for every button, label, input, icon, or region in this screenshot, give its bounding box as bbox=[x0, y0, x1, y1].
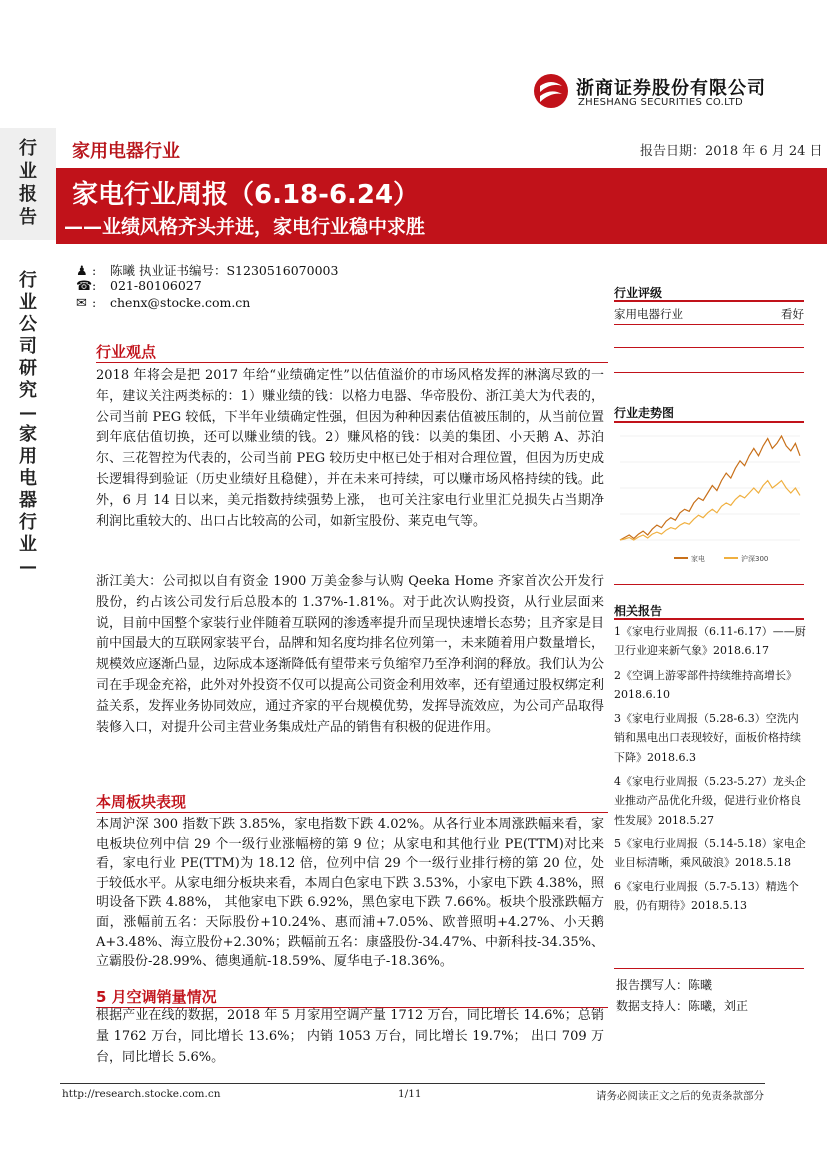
chart-legend bbox=[674, 554, 768, 563]
sidebar-char: 司 bbox=[19, 336, 37, 357]
footer-disclaimer: 请务必阅读正文之后的免责条款部分 bbox=[596, 1090, 764, 1102]
company-logo-icon bbox=[532, 72, 570, 110]
sidebar-char: 行 bbox=[19, 138, 37, 159]
sidebar-char: 家 bbox=[19, 424, 37, 445]
report-writer: 报告撰写人：陈曦 bbox=[616, 978, 713, 992]
category-title: 家用电器行业 bbox=[72, 141, 180, 162]
sidebar-char: — bbox=[19, 402, 37, 423]
sidebar-char: 电 bbox=[19, 468, 37, 489]
rating-line bbox=[614, 372, 804, 373]
sector-paragraph: 本周沪深 300 指数下跌 3.85%，家电指数下跌 4.02%。从各行业本周涨跌幅来看，家电板块位列中信 29 个一级行业涨幅榜的第 9 位；从家电和其他行业 PE(TTM)对比来看，家电行业 PE(TTM)为 18.12 倍，位列中信 29 个一级行业排行榜的第 20 位，处于较低水平。从家电细分板块来看，本周白色家电下跌 3.53%，小家电下跌 4.38%，照明设备下跌 4.88%， 其他家电下跌 6.92%，黑色家电下跌 7.66%。板块个股涨跌幅方面，涨幅前五名：天际股份+10.24%、惠而浦+7.05%、欧普照明+4.27%、小天鹅 A+3.48%、海立股份+2.30%；跌幅前五名：康盛股份-34.47%、中新科技-34.35%、立霸股份-28.99%、德奥通航-18.59%、厦华电子-18.36%。 bbox=[96, 817, 604, 970]
rating-title: 行业评级 bbox=[614, 286, 663, 300]
rating-top-line bbox=[614, 300, 804, 302]
trend-bottom-line bbox=[614, 584, 804, 585]
sidebar-char: 公 bbox=[19, 314, 37, 335]
data-supporter: 数据支持人：陈曦，刘正 bbox=[616, 999, 749, 1013]
sidebar-char: 报 bbox=[19, 184, 37, 205]
person-icon: ♟ bbox=[76, 264, 88, 279]
analyst-phone-row: ☎: 021-80106027 bbox=[76, 278, 202, 294]
related-report-item[interactable]: 2《空调上游零部件持续维持高增长》2018.6.10 bbox=[614, 669, 797, 702]
mail-icon: ✉ bbox=[76, 296, 87, 311]
section-title-view: 行业观点 bbox=[96, 343, 157, 361]
rating-line bbox=[614, 347, 804, 348]
view-paragraph-1: 2018 年将会是把 2017 年给“业绩确定性”以估值溢价的市场风格发挥的淋漓尽致的一年，建议关注两类标的：1）赚业绩的钱：以格力电器、华帝股份、浙江美大为代表的，公司当前 PEG 较低，下半年业绩确定性强，但因为种种因素估值被压制的，从当前位置到年底估值切换，还可以赚业绩的钱。2）赚风格的钱：以美的集团、小天鹅 A、苏泊尔、三花智控为代表的，公司当前 PEG 较历史中枢已处于相对合理位置，但因为历史成长逻辑得到验证（历史业绩好且稳健），并在未来可持续，可以赚市场风格持续的钱。此外，6 月 14 日以来，美元指数持续强势上涨， 也可关注家电行业里汇兑损失占当期净利润比重较大的、出口占比较高的公司，如新宝股份、莱克电气等。 bbox=[96, 368, 604, 529]
report-title: 家电行业周报（6.18-6.24） bbox=[72, 180, 420, 210]
sidebar-char: 告 bbox=[19, 207, 37, 228]
footer-divider bbox=[60, 1083, 765, 1084]
report-subtitle: ——业绩风格齐头并进，家电行业稳中求胜 bbox=[64, 216, 426, 238]
analyst-name: 陈曦 执业证书编号：S1230516070003 bbox=[110, 263, 339, 278]
sidebar-char: 行 bbox=[19, 512, 37, 533]
rating-row bbox=[614, 306, 804, 322]
rating-value: 看好 bbox=[781, 307, 804, 321]
section-divider bbox=[96, 362, 608, 363]
sidebar-char: 行 bbox=[19, 270, 37, 291]
analyst-name-row: ♟ : 陈曦 执业证书编号：S1230516070003 bbox=[76, 263, 339, 279]
page-number: 1/11 bbox=[398, 1088, 422, 1100]
sidebar-char: 研 bbox=[19, 358, 37, 379]
related-report-item[interactable]: 4《家电行业周报（5.23-5.27）龙头企业推动产品优化升级，促进行业价格良性发展》2018.5.27 bbox=[614, 775, 806, 827]
sidebar-research-type bbox=[0, 246, 56, 577]
related-top-line bbox=[614, 618, 804, 620]
company-name-en: ZHESHANG SECURITIES CO.LTD bbox=[578, 97, 744, 108]
rating-industry: 家用电器行业 bbox=[614, 307, 683, 321]
related-report-item[interactable]: 5《家电行业周报（5.14-5.18）家电企业目标清晰，乘风破浪》2018.5.18 bbox=[614, 837, 806, 870]
company-name-cn: 浙商证券股份有限公司 bbox=[576, 78, 766, 99]
related-report-item[interactable]: 3《家电行业周报（5.28-6.3）空洗内销和黑电出口表现较好，面板价格持续下降》2018.6.3 bbox=[614, 712, 801, 764]
analyst-email[interactable]: chenx@stocke.com.cn bbox=[110, 295, 251, 310]
rating-line bbox=[614, 324, 804, 325]
related-report-item[interactable]: 1《家电行业周报（6.11-6.17）——厨卫行业迎来新气象》2018.6.17 bbox=[614, 625, 806, 658]
footer-url[interactable]: http://research.stocke.com.cn bbox=[62, 1088, 221, 1100]
sidebar-report-type bbox=[0, 128, 56, 240]
sidebar-char: 用 bbox=[19, 446, 37, 467]
phone-icon: ☎ bbox=[76, 279, 93, 294]
sidebar-char: — bbox=[19, 556, 37, 577]
legend-label: 家电 bbox=[691, 555, 705, 563]
sidebar-char: 业 bbox=[19, 534, 37, 555]
related-title: 相关报告 bbox=[614, 604, 663, 618]
sidebar-char: 业 bbox=[19, 161, 37, 182]
trend-top-line bbox=[614, 421, 804, 423]
section-divider bbox=[96, 812, 608, 813]
analyst-email-row: ✉ : chenx@stocke.com.cn bbox=[76, 295, 251, 311]
section-title-ac: 5 月空调销量情况 bbox=[96, 988, 217, 1006]
analyst-phone: 021-80106027 bbox=[110, 278, 202, 293]
report-date: 报告日期：2018 年 6 月 24 日 bbox=[640, 144, 823, 159]
legend-label: 沪深300 bbox=[741, 555, 769, 563]
ac-paragraph: 根据产业在线的数据，2018 年 5 月家用空调产量 1712 万台，同比增长 14.6%；总销量 1762 万台，同比增长 13.6%； 内销 1053 万台，同比增长 19.7%； 出口 709 万台，同比增长 5.6%。 bbox=[96, 1008, 604, 1065]
industry-trend-chart bbox=[614, 428, 806, 568]
view-paragraph-2: 浙江美大：公司拟以自有资金 1900 万美金参与认购 Qeeka Home 齐家首次公开发行股份，约占该公司发行后总股本的 1.37%-1.81%。对于此次认购投资，从行业层面来说，目前中国整个家装行业伴随着互联网的渗透率提升而呈现快速增长态势；且齐家是目前中国最大的互联网家装平台，品牌和知名度均排名位列第一，未来随着用户数量增长，规模效应逐渐凸显，边际成本逐渐降低有望带来亏负缩窄乃至净利润的释放。我们认为公司在手现金充裕，此外对外投资不仅可以提高公司资金利用效率，还有望通过股权绑定利益关系，发挥业务协同效应，通过齐家的平台规模优势，发挥导流效应，为公司产品取得装修入口，对提升公司主营业务集成灶产品的销售有积极的促进作用。 bbox=[96, 574, 604, 735]
sidebar-char: 究 bbox=[19, 380, 37, 401]
section-title-sector: 本周板块表现 bbox=[96, 793, 187, 811]
related-bottom-line bbox=[614, 968, 804, 969]
sidebar-char: 业 bbox=[19, 292, 37, 313]
trend-title: 行业走势图 bbox=[614, 406, 675, 420]
sidebar-char: 器 bbox=[19, 490, 37, 511]
related-report-item[interactable]: 6《家电行业周报（5.7-5.13）精选个股，仍有期待》2018.5.13 bbox=[614, 880, 799, 913]
